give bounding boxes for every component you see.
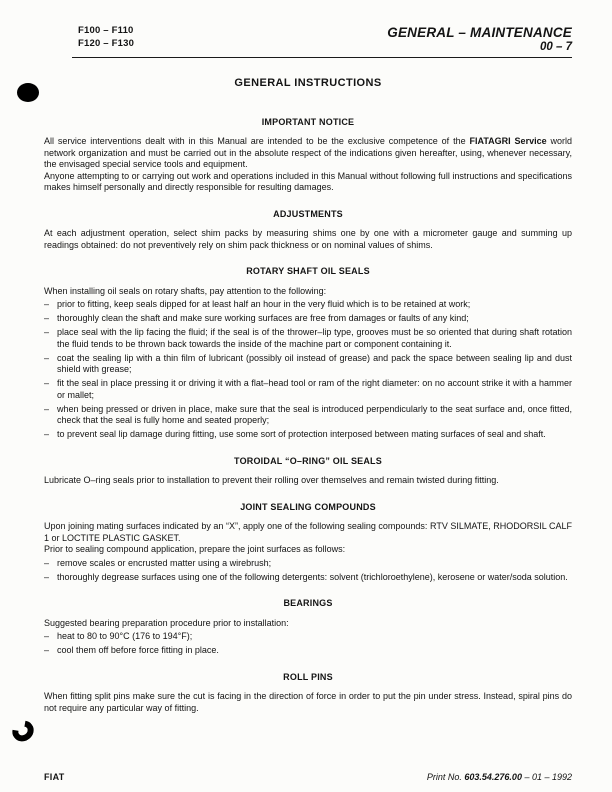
paragraph: Lubricate O–ring seals prior to installation to prevent their rolling over themselves and remain twisted during fitting. [44,475,499,485]
text-run: world network organization and must be carried out in the absolute respect of the indications given hereafter, using, whenever necessary, the envisaged special service tools and equipment. [44,136,572,169]
punch-hole-bottom-icon [8,716,37,745]
list-item [44,353,572,376]
list-item [44,327,572,350]
section-heading: JOINT SEALING COMPOUNDS [240,501,376,512]
bullet-list [44,558,572,584]
print-suffix: – 01 – 1992 [521,772,572,782]
bullet-text: heat to 80 to 90°C (176 to 194°F); [57,631,193,641]
section-joint-sealing-compounds [44,502,572,584]
page-title: GENERAL INSTRUCTIONS [234,77,382,89]
section-heading: TOROIDAL “O–RING” OIL SEALS [234,455,382,466]
bullet-dash: – [44,571,50,582]
list-item [44,404,572,427]
bullet-text: to prevent seal lip damage during fitting, use some sort of protection interposed between mating surfaces of seal and shaft. [57,429,546,439]
brand: FIAT [44,772,65,782]
bullet-text: place seal with the lip facing the fluid; if the seal is of the thrower–lip type, grooves must be so oriented that during shaft rotation the fluid tends to be thrown back towards the inside of the machine part or component containing it. [57,327,572,349]
bullet-dash: – [44,313,50,323]
paragraph: At each adjustment operation, select shim packs by measuring shims one by one with a micrometer gauge and summing up readings obtained: do not preventively rely on shim pack thickness or on nominal values of shims. [44,228,572,250]
list-item [44,429,572,441]
bullet-text: thoroughly degrease surfaces using one of the following detergents: solvent (trichloroethylene), kerosene or water/soda solution. [57,571,568,582]
bullet-dash: – [44,352,50,363]
section-roll-pins [44,672,572,715]
list-item [44,631,572,643]
section-heading: ROTARY SHAFT OIL SEALS [246,266,370,276]
punch-hole-top-icon [17,83,39,102]
bullet-dash: – [44,429,50,439]
bullet-dash: – [44,403,50,414]
header-right [387,25,572,53]
bullet-dash: – [44,299,50,309]
page-header [78,25,572,53]
bullet-dash: – [44,631,50,641]
section-important-notice [44,117,572,194]
section-heading: ROLL PINS [283,671,333,682]
section-adjustments [44,209,572,252]
bullet-dash: – [44,645,50,655]
list-item [44,645,572,657]
bullet-text: thoroughly clean the shaft and make sure working surfaces are free from damages or faults of any kind; [57,313,469,323]
print-number: 603.54.276.00 [464,772,522,782]
bullet-text: fit the seal in place pressing it or driving it with a flat–head tool or ram of the right diameter: on no account strike it with a hammer or mallet; [57,378,572,400]
model-codes [78,25,134,50]
text-run: All service interventions dealt with in this Manual are intended to be the exclusive competence of the [44,136,470,146]
page-footer [44,772,572,782]
list-item [44,572,572,584]
page-number: 00 – 7 [540,41,572,53]
section-heading: ADJUSTMENTS [273,208,343,219]
list-item [44,558,572,570]
bullet-list [44,631,572,657]
bullet-text: when being pressed or driven in place, make sure that the seal is introduced perpendicularly to the seat surface and, once fitted, check that the seal is fully home and seated properly; [57,403,572,425]
model-line-1: F100 – F110 [78,25,134,36]
paragraph [44,136,572,171]
bullet-list [44,299,572,441]
paragraph: When fitting split pins make sure the cut is facing in the direction of force in order to put the pin under stress. Instead, spiral pins do not require any particular way of fitting. [44,691,572,713]
bullet-dash: – [44,327,50,337]
header-rule [72,57,572,58]
bullet-dash: – [44,557,50,568]
bullet-text: remove scales or encrusted matter using a wirebrush; [57,557,272,568]
paragraph: Upon joining mating surfaces indicated by an “X”, apply one of the following sealing compounds: RTV SILMATE, RHODORSIL CALF 1 or LOCTITE PLASTIC GASKET. [44,521,572,543]
section-toroidal-oring-oil-seals [44,456,572,487]
model-line-2: F120 – F130 [78,37,135,49]
bullet-text: prior to fitting, keep seals dipped for at least half an hour in the very fluid which is to be retained at work; [57,299,471,309]
paragraph: Anyone attempting to or carrying out work and operations included in this Manual without following full instructions and specifications makes himself personally and directly responsible for resulting damages. [44,170,572,192]
section-rotary-shaft-oil-seals [44,266,572,441]
list-item [44,313,572,325]
section-heading: BEARINGS [283,598,333,608]
paragraph: When installing oil seals on rotary shafts, pay attention to the following: [44,285,327,296]
paragraph: Suggested bearing preparation procedure prior to installation: [44,617,289,628]
section-bearings [44,598,572,657]
print-label: Print No. [426,772,465,782]
text-run-bold: FIATAGRI Service [469,136,547,146]
bullet-dash: – [44,378,50,388]
section-heading: IMPORTANT NOTICE [261,116,355,127]
document-section-title: GENERAL – MAINTENANCE [387,25,572,40]
bullet-text: coat the sealing lip with a thin film of lubricant (possibly oil instead of grease) and pack the space between sealing lip and dust shield with grease; [57,352,572,374]
print-info [427,772,572,782]
bullet-text: cool them off before force fitting in place. [57,645,219,655]
paragraph: Prior to sealing compound application, prepare the joint surfaces as follows: [44,544,346,554]
page-content [44,78,572,714]
list-item [44,299,572,311]
list-item [44,378,572,401]
